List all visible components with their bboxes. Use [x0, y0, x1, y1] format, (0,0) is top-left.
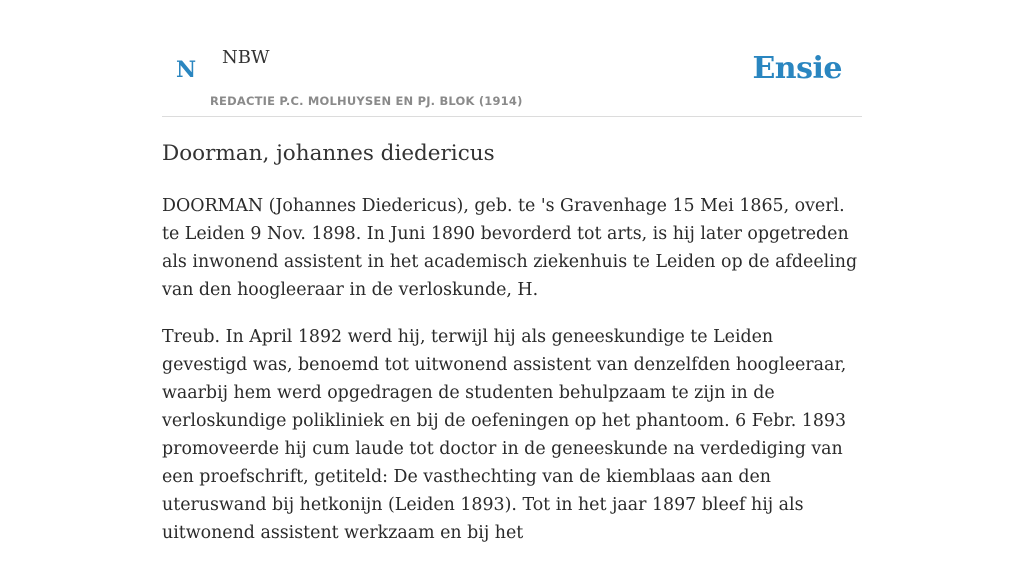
- site-header: [162, 0, 862, 117]
- source-subtitle[interactable]: REDACTIE P.C. MOLHUYSEN EN PJ. BLOK (1914): [210, 94, 523, 108]
- source-title[interactable]: NBW: [222, 47, 270, 68]
- ensie-logo[interactable]: Ensie: [752, 51, 842, 86]
- article-paragraph-1: DOORMAN (Johannes Diedericus), geb. te 's Gravenhage 15 Mei 1865, overl. te Leiden 9 Nov. 1898. In Juni 1890 bevorderd tot arts, is hij later opgetreden als inwonend assistent in het academisch ziekenhuis te Leiden op de afdeeling van den hoogleeraar in de verloskunde, H.: [162, 196, 858, 300]
- page-title: Doorman, johannes diedericus: [162, 141, 495, 166]
- source-logo[interactable]: N: [176, 57, 197, 83]
- article-body: [162, 192, 862, 566]
- article-paragraph-2: Treub. In April 1892 werd hij, terwijl hij als geneeskundige te Leiden gevestigd was, benoemd tot uitwonend assistent van denzelfden hoogleeraar, waarbij hem werd opgedragen de studenten behulpzaam te zijn in de verloskundige polikliniek en bij de oefeningen op het phantoom. 6 Febr. 1893 promoveerde hij cum laude tot doctor in de geneeskunde na verdediging van een proefschrift, getiteld: De vasthechting van de kiemblaas aan den uteruswand bij hetkonijn (Leiden 1893). Tot in het jaar 1897 bleef hij als uitwonend assistent werkzaam en bij het: [162, 327, 847, 543]
